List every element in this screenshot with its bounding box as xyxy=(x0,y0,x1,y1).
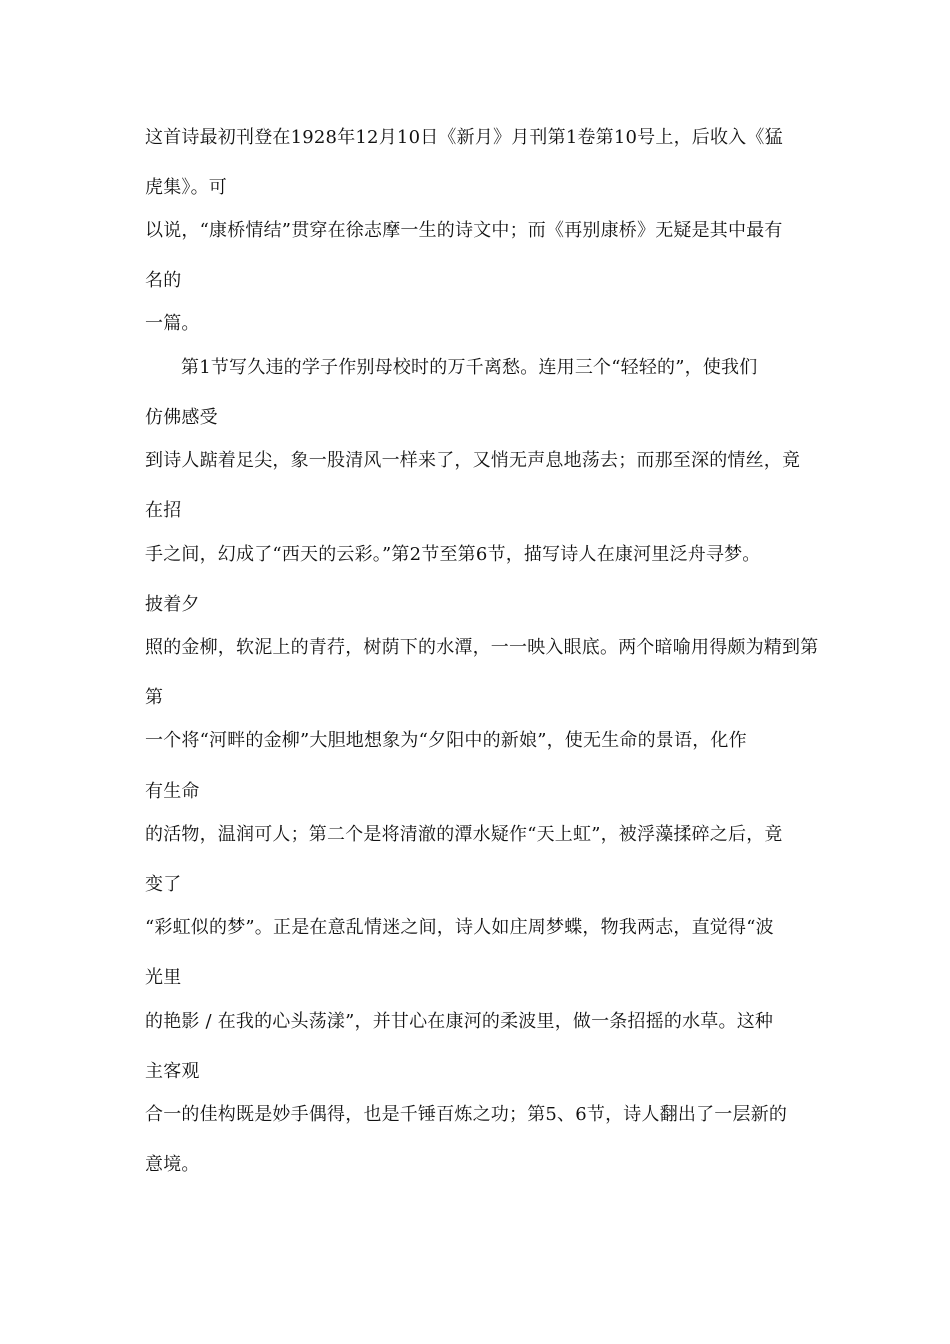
text-line: 手之间，幻成了“西天的云彩。”第2节至第6节，描写诗人在康河里泛舟寻梦。 xyxy=(145,544,761,565)
text-line: “彩虹似的梦”。正是在意乱情迷之间，诗人如庄周梦蝶，物我两志，直觉得“波 xyxy=(145,917,774,938)
text-line: 披着夕 xyxy=(145,594,200,615)
text-line: 光里 xyxy=(145,967,182,988)
text-line: 一个将“河畔的金柳”大胆地想象为“夕阳中的新娘”，使无生命的景语，化作 xyxy=(145,730,747,751)
text-line: 主客观 xyxy=(145,1061,200,1082)
text-line: 这首诗最初刊登在1928年12月10日《新月》月刊第1卷第10号上，后收入《猛 xyxy=(145,127,783,148)
text-line: 虎集》。可 xyxy=(145,177,227,198)
text-line: 有生命 xyxy=(145,781,200,802)
text-line: 合一的佳构既是妙手偶得，也是千锤百炼之功；第5、6节，诗人翻出了一层新的 xyxy=(145,1104,788,1125)
text-line: 的活物，温润可人；第二个是将清澈的潭水疑作“天上虹”，被浮藻揉碎之后，竟 xyxy=(145,824,783,845)
text-line: 仿佛感受 xyxy=(145,407,218,428)
text-line: 照的金柳，软泥上的青荇，树荫下的水潭，一一映入眼底。两个暗喻用得颇为精到第 xyxy=(145,637,819,658)
text-line: 以说，“康桥情结”贯穿在徐志摩一生的诗文中；而《再别康桥》无疑是其中最有 xyxy=(145,220,783,241)
text-line: 变了 xyxy=(145,874,182,895)
text-line: 的艳影 / 在我的心头荡漾”，并甘心在康河的柔波里，做一条招摇的水草。这种 xyxy=(145,1011,774,1032)
text-line: 在招 xyxy=(145,500,182,521)
text-line: 意境。 xyxy=(145,1154,200,1175)
text-line: 名的 xyxy=(145,270,182,291)
text-line: 到诗人踮着足尖，象一股清风一样来了，又悄无声息地荡去；而那至深的情丝，竟 xyxy=(145,450,801,471)
text-line: 一篇。 xyxy=(145,313,200,334)
text-line: 第 xyxy=(145,687,164,708)
text-line: 第1节写久违的学子作别母校时的万千离愁。连用三个“轻轻的”，使我们 xyxy=(181,357,758,378)
